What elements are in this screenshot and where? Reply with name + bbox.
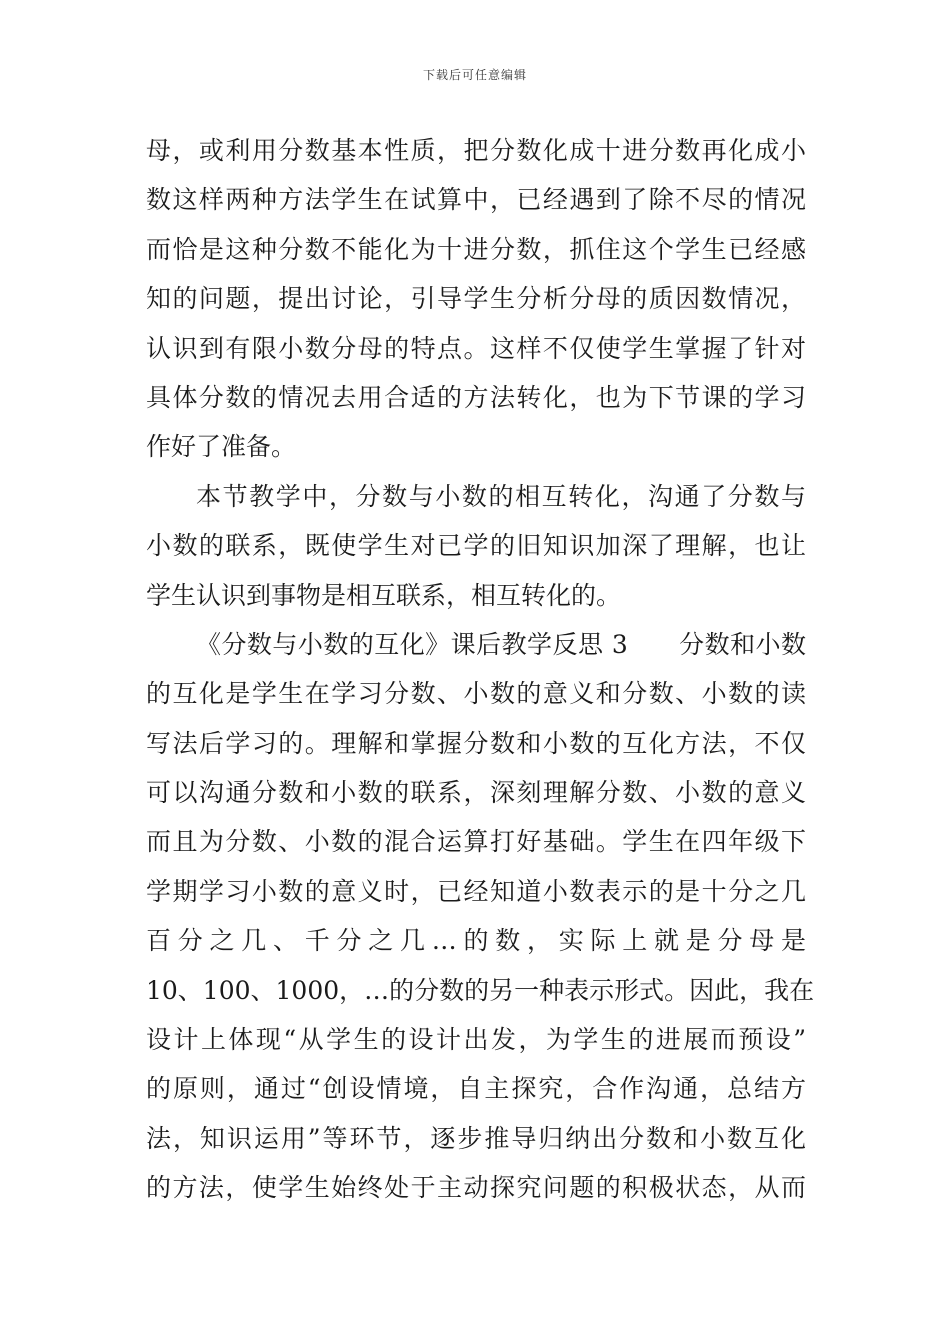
text-line: 的方法，使学生始终处于主动探究问题的积极状态，从而 xyxy=(146,1173,806,1203)
document-body xyxy=(146,126,815,1213)
text-line: 而且为分数、小数的混合运算打好基础。学生在四年级下 xyxy=(146,827,806,857)
paragraph-end-line: 学生认识到事物是相互联系，相互转化的。 xyxy=(146,580,622,610)
text-line: 认识到有限小数分母的特点。这样不仅使学生掌握了针对 xyxy=(146,333,806,363)
section-heading-line: 《分数与小数的互化》课后教学反思 3 分数和小数 xyxy=(196,629,806,659)
text-line: 的原则，通过“创设情境，自主探究，合作沟通，总结方 xyxy=(146,1074,806,1104)
text-line: 10、100、1000，…的分数的另一种表示形式。因此，我在 xyxy=(146,975,815,1005)
text-line: 知的问题，提出讨论，引导学生分析分母的质因数情况， xyxy=(146,284,806,314)
text-line: 百分之几、千分之几…的数，实际上就是分母是 xyxy=(146,926,806,956)
paragraph-first-line: 本节教学中，分数与小数的相互转化，沟通了分数与 xyxy=(196,481,806,511)
text-line: 具体分数的情况去用合适的方法转化，也为下节课的学习 xyxy=(146,382,806,412)
page-header: 下载后可任意编辑 xyxy=(422,68,527,82)
text-line: 写法后学习的。理解和掌握分数和小数的互化方法，不仅 xyxy=(146,728,806,758)
text-line: 母，或利用分数基本性质，把分数化成十进分数再化成小 xyxy=(146,136,806,165)
text-line: 学期学习小数的意义时，已经知道小数表示的是十分之几 xyxy=(146,876,806,906)
paragraph-end-line: 作好了准备。 xyxy=(146,432,297,462)
text-line: 设计上体现“从学生的设计出发，为学生的进展而预设” xyxy=(146,1025,806,1055)
text-line: 法，知识运用”等环节，逐步推导归纳出分数和小数互化 xyxy=(146,1123,806,1153)
text-line: 而恰是这种分数不能化为十进分数，抓住这个学生已经感 xyxy=(146,234,806,264)
text-line: 小数的联系，既使学生对已学的旧知识加深了理解，也让 xyxy=(146,531,806,561)
text-line: 的互化是学生在学习分数、小数的意义和分数、小数的读 xyxy=(146,679,806,709)
text-line: 数这样两种方法学生在试算中，已经遇到了除不尽的情况 xyxy=(146,185,806,215)
text-line: 可以沟通分数和小数的联系，深刻理解分数、小数的意义 xyxy=(146,778,806,808)
